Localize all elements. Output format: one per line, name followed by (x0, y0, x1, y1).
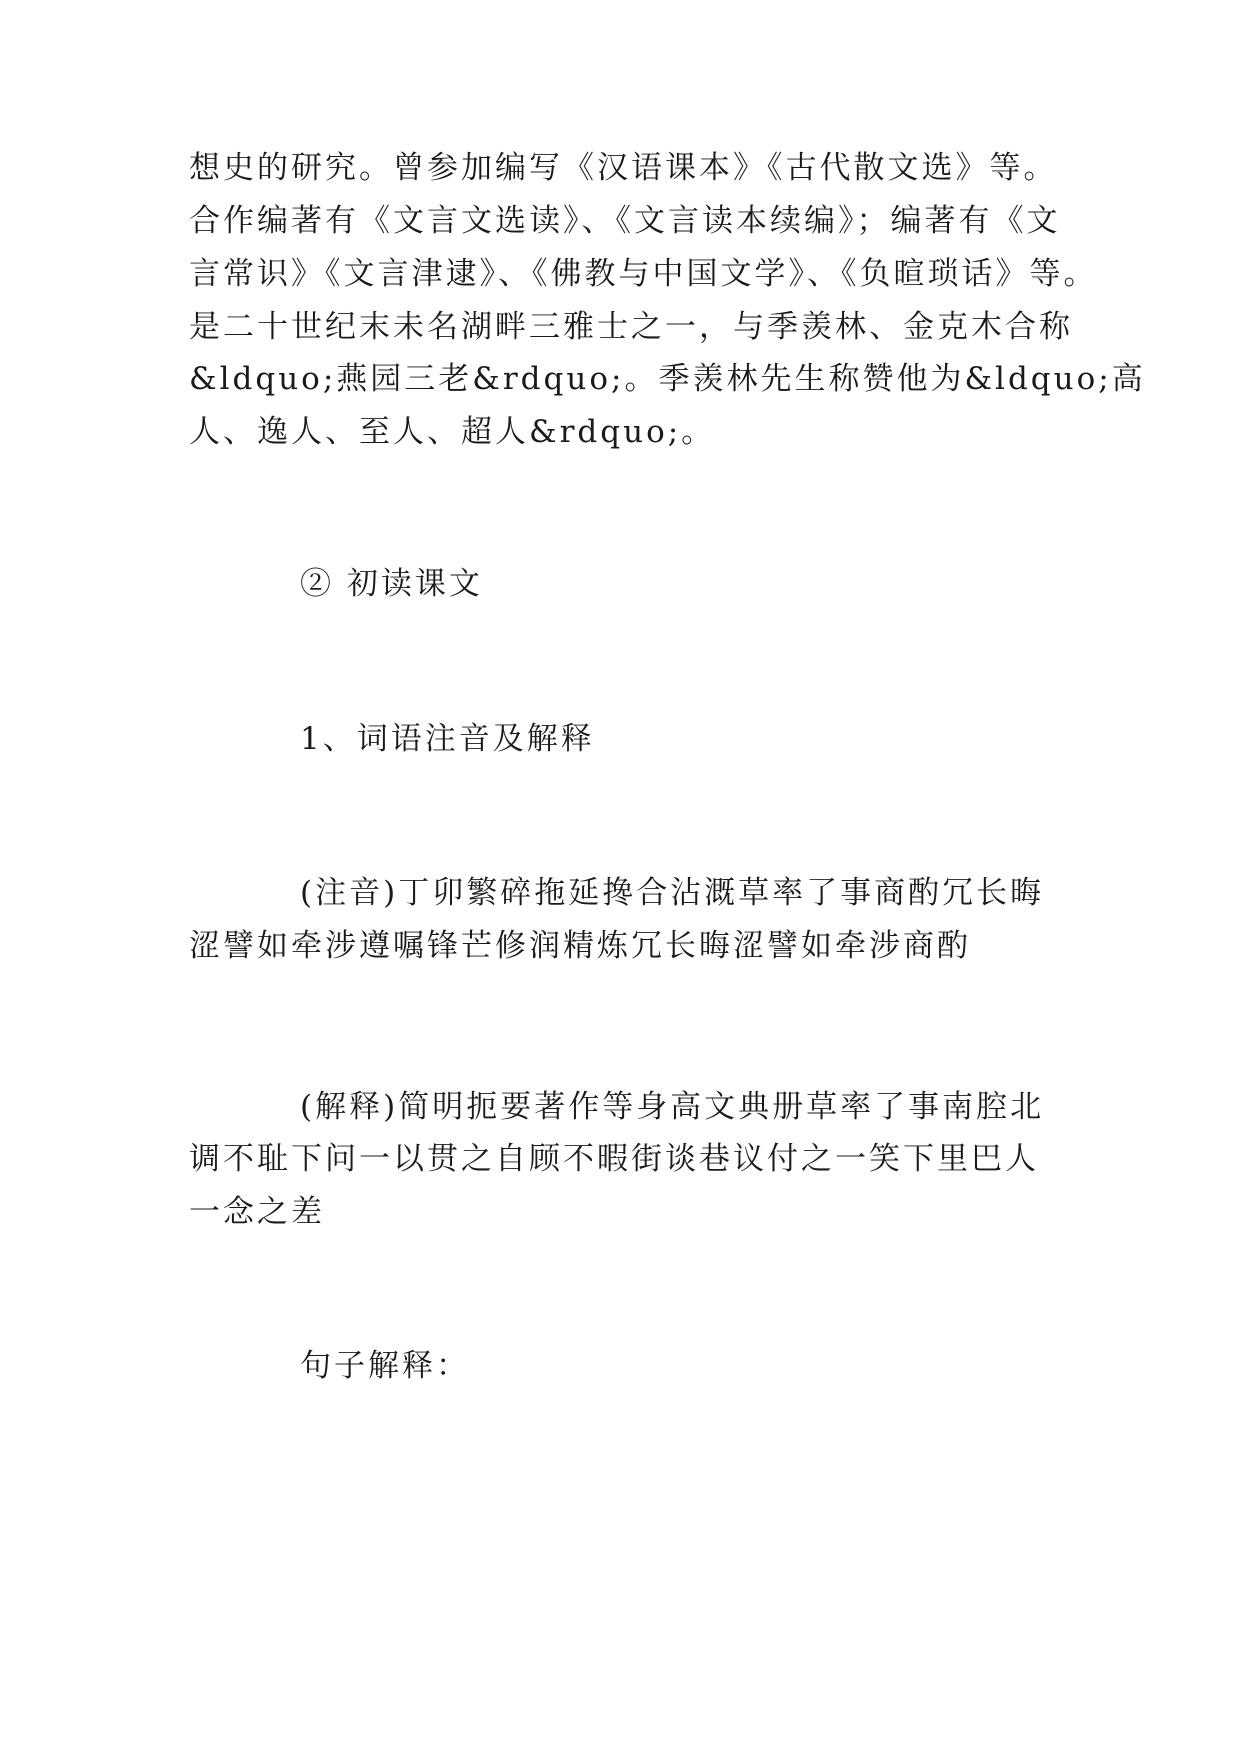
explanation-line-1: (解释)简明扼要著作等身高文典册草率了事南腔北 (300, 1089, 1045, 1125)
intro-line-4: 是二十世纪末未名湖畔三雅士之一，与季羡林、金克木合称 (189, 309, 1073, 345)
explanation-line-2: 调不耻下问一以贯之自顾不暇街谈巷议付之一笑下里巴人 (189, 1141, 1039, 1177)
intro-line-1: 想史的研究。曾参加编写《汉语课本》《古代散文选》等。 (189, 150, 1058, 186)
section-heading: ② 初读课文 (300, 566, 483, 602)
intro-line-5: &ldquo;燕园三老&rdquo;。季羡林先生称赞他为&ldquo;高 (189, 361, 1146, 397)
explanation-line-3: 一念之差 (189, 1194, 325, 1230)
pronunciation-line-2: 涩譬如牵涉遵嘱锋芒修润精炼冗长晦涩譬如牵涉商酌 (189, 928, 971, 964)
pronunciation-line-1: (注音)丁卯繁碎拖延搀合沾溉草率了事商酌冗长晦 (300, 875, 1045, 911)
subheading-vocabulary: 1、词语注音及解释 (300, 721, 595, 757)
intro-line-2: 合作编著有《文言文选读》、《文言读本续编》；编著有《文 (189, 203, 1061, 239)
intro-line-3: 言常识》《文言津逮》、《佛教与中国文学》、《负暄琐话》等。 (189, 256, 1098, 292)
sentence-heading: 句子解释： (300, 1348, 470, 1384)
intro-line-6: 人、逸人、至人、超人&rdquo;。 (189, 414, 716, 450)
